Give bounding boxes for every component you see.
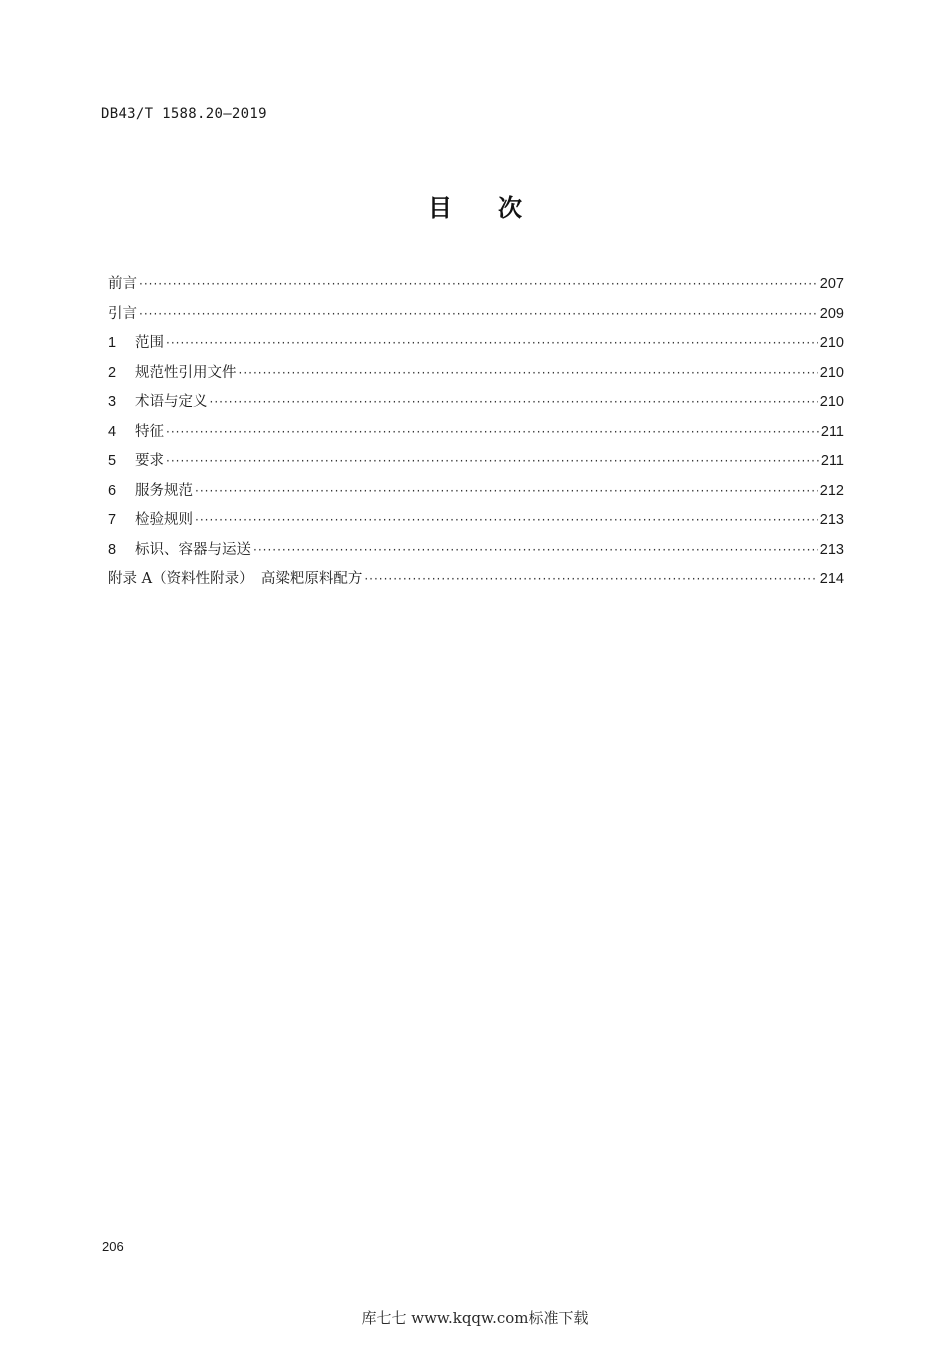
toc-entry-page: 209	[819, 305, 844, 322]
toc-entry-page: 210	[819, 394, 844, 410]
toc-entry-label: 标识、容器与运送	[135, 541, 251, 558]
toc-entry-scope[interactable]	[108, 331, 844, 361]
dot-leader	[195, 513, 818, 527]
dot-leader	[166, 454, 819, 468]
toc-entry-label: 附录 A（资料性附录） 高粱粑原料配方	[108, 571, 363, 587]
toc-entry-foreword[interactable]	[108, 272, 844, 302]
toc-entry-page: 210	[819, 335, 844, 351]
footer-watermark: 库七七 www.kqqw.com标准下载	[361, 1309, 589, 1327]
toc-entry-page: 214	[819, 571, 844, 587]
dot-leader	[139, 277, 818, 291]
toc-entry-label: 检验规则	[135, 512, 193, 528]
toc-entry-label: 特征	[135, 423, 164, 440]
dot-leader	[139, 307, 818, 321]
toc-entry-number: 2	[108, 364, 117, 381]
table-of-contents	[108, 272, 844, 597]
toc-entry-service-specification[interactable]	[108, 479, 844, 509]
toc-entry-label: 引言	[108, 305, 137, 322]
toc-entry-page: 213	[819, 512, 844, 528]
toc-entry-characteristics[interactable]	[108, 420, 844, 450]
page-number: 206	[102, 1239, 124, 1254]
toc-entry-label: 规范性引用文件	[135, 364, 237, 381]
dot-leader	[166, 425, 819, 439]
page-title	[0, 188, 950, 223]
toc-entry-normative-references[interactable]	[108, 361, 844, 391]
dot-leader	[239, 366, 818, 380]
title-char-2: 次	[498, 194, 522, 222]
title-char-1: 目	[428, 194, 452, 222]
toc-entry-number: 8	[108, 541, 117, 558]
toc-entry-inspection-rules[interactable]	[108, 508, 844, 538]
dot-leader	[253, 543, 818, 557]
toc-entry-page: 211	[820, 423, 844, 440]
toc-entry-number: 3	[108, 394, 117, 410]
toc-entry-page: 213	[819, 541, 844, 558]
toc-entry-labeling-containers[interactable]	[108, 538, 844, 568]
dot-leader	[195, 484, 818, 498]
toc-entry-label: 服务规范	[135, 482, 193, 499]
dot-leader	[210, 395, 818, 409]
toc-entry-label: 术语与定义	[135, 394, 208, 410]
toc-entry-introduction[interactable]	[108, 302, 844, 332]
dot-leader	[166, 336, 818, 350]
toc-entry-label: 要求	[135, 453, 164, 469]
toc-entry-terms-definitions[interactable]	[108, 390, 844, 420]
toc-entry-page: 212	[819, 482, 844, 499]
toc-entry-number: 1	[108, 335, 117, 351]
toc-entry-page: 210	[819, 364, 844, 381]
toc-entry-number: 6	[108, 482, 117, 499]
toc-entry-number: 7	[108, 512, 117, 528]
toc-entry-requirements[interactable]	[108, 449, 844, 479]
toc-entry-page: 211	[820, 453, 844, 469]
toc-entry-number: 4	[108, 423, 117, 440]
toc-entry-appendix-a[interactable]	[108, 567, 844, 597]
document-code: DB43/T 1588.20—2019	[101, 106, 267, 122]
toc-entry-label: 范围	[135, 335, 164, 351]
toc-entry-page: 207	[819, 276, 844, 292]
toc-entry-number: 5	[108, 453, 117, 469]
toc-entry-label: 前言	[108, 276, 137, 292]
dot-leader	[364, 572, 817, 586]
